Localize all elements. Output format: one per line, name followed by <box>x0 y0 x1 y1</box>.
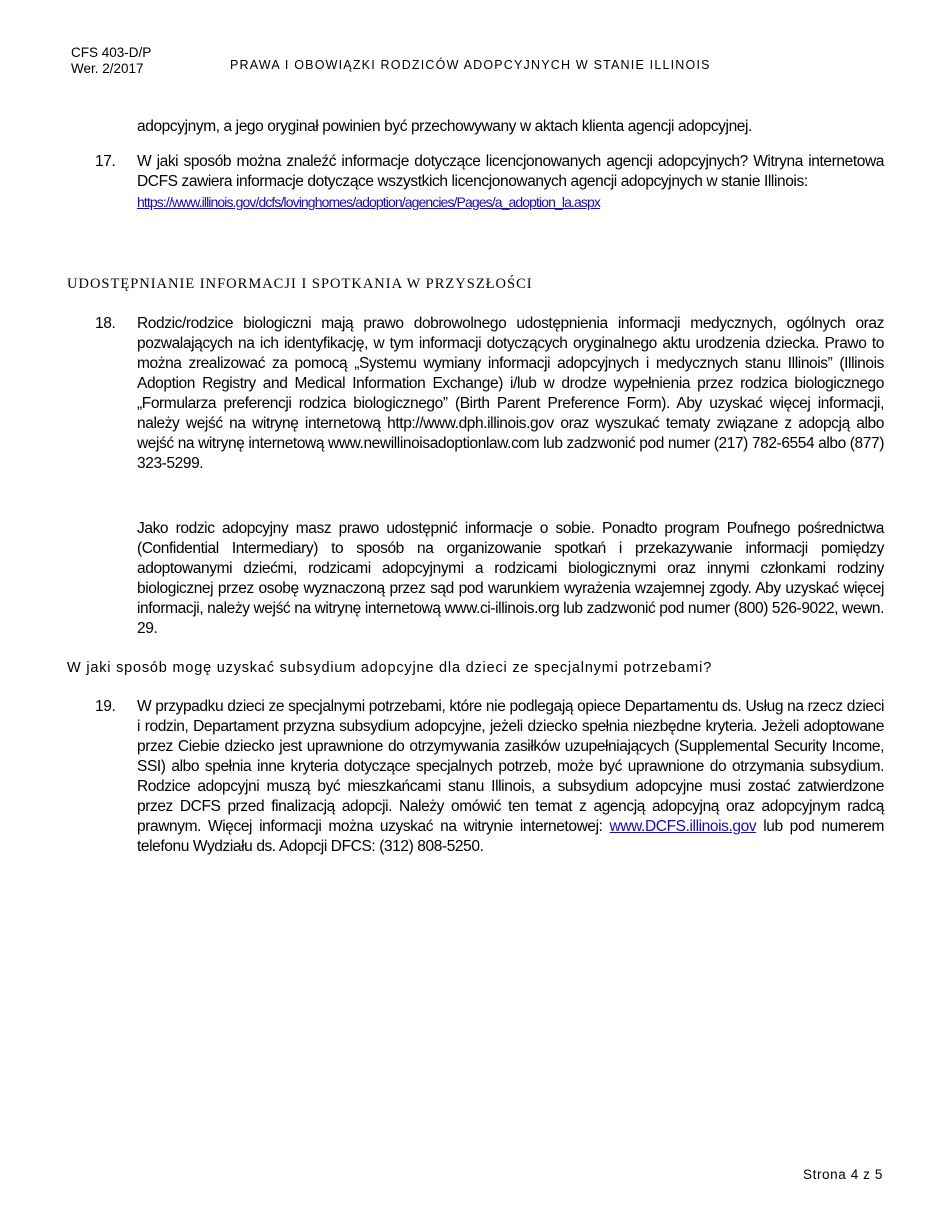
agencies-link[interactable]: https://www.illinois.gov/dcfs/lovinghomes/adoption/agencies/Pages/a_adoption_la.aspx <box>137 194 600 210</box>
form-id-block <box>71 45 151 77</box>
item-number: 18. <box>95 315 116 332</box>
list-item-17 <box>95 152 884 213</box>
list-item-18 <box>95 314 884 474</box>
section-heading-information-sharing: UDOSTĘPNIANIE INFORMACJI I SPOTKANIA W PRZYSZŁOŚCI <box>67 276 533 292</box>
page-number: Strona 4 z 5 <box>803 1167 883 1182</box>
item-number: 17. <box>95 153 116 170</box>
item-text-after-link: lub pod numerem telefonu Wydziału ds. Adopcji DFCS: (312) 808-5250. <box>137 818 884 855</box>
continuation-paragraph: adopcyjnym, a jego oryginał powinien być przechowywany w aktach klienta agencji adopcyjnej. <box>137 118 752 135</box>
item-text: W jaki sposób można znaleźć informacje dotyczące licencjonowanych agencji adopcyjnych? Witryna internetowa DCFS zawiera informacje dotyczące wszystkich licencjonowanych agencji adopcyjnych w stanie Illinois: <box>137 153 884 190</box>
form-revision: Wer. 2/2017 <box>71 61 144 76</box>
page-title: PRAWA I OBOWIĄZKI RODZICÓW ADOPCYJNYCH W STANIE ILLINOIS <box>230 58 711 72</box>
list-item-19 <box>95 697 884 857</box>
item-text: W przypadku dzieci ze specjalnymi potrzebami, które nie podlegają opiece Departamentu ds. Usług na rzecz dzieci i rodzin, Departament przyzna subsydium adopcyjne, jeżeli dziecko spełnia niezbędne kryteria. Jeżeli adoptowane przez Ciebie dziecko jest uprawnione do otrzymywania zasiłków uzupełniających (Supplemental Security Income, SSI) albo spełnia inne kryteria dotyczące specjalnych potrzeb, może być uprawnione do otrzymania subsydium. Rodzice adopcyjni muszą być mieszkańcami stanu Illinois, a subsydium adopcyjne musi zostać zatwierdzone przez DCFS przed finalizacją adopcji. Należy omówić ten temat z agencją adopcyjną oraz adopcyjnym radcą prawnym. Więcej informacji można uzyskać na witrynie internetowej: <box>137 698 884 835</box>
section-heading-subsidy: W jaki sposób mogę uzyskać subsydium adopcyjne dla dzieci ze specjalnymi potrzebami? <box>67 660 713 676</box>
item-18-second-paragraph: Jako rodzic adopcyjny masz prawo udostępnić informacje o sobie. Ponadto program Poufnego pośrednictwa (Confidential Intermediary) to sposób na organizowanie spotkań i przekazywanie informacji pomiędzy adoptowanymi dziećmi, rodzicami adopcyjnymi a rodzicami biologicznymi oraz innymi członkami rodziny biologicznej przez osobę wyznaczoną przez sąd pod warunkiem wyrażenia wzajemnej zgody. Aby uzyskać więcej informacji, należy wejść na witrynę internetową www.ci-illinois.org lub zadzwonić pod numer (800) 526-9022, wewn. 29. <box>137 520 884 637</box>
dcfs-link[interactable]: www.DCFS.illinois.gov <box>609 818 757 835</box>
form-number: CFS 403-D/P <box>71 45 152 60</box>
item-text: Rodzic/rodzice biologiczni mają prawo dobrowolnego udostępnienia informacji medycznych, ogólnych oraz pozwalających na ich identyfikację, w tym informacji dotyczących oryginalnego aktu urodzenia dziecka. Prawo to można zrealizować za pomocą „Systemu wymiany informacji adopcyjnych i medycznych stanu Illinois” (Illinois Adoption Registry and Medical Information Exchange) i/lub w drodze wypełnienia przez rodzica biologicznego „Formularza preferencji rodzica biologicznego” (Birth Parent Preference Form). Aby uzyskać więcej informacji, należy wejść na witrynę internetową http://www.dph.illinois.gov oraz wyszukać tematy związane z adopcją albo wejść na witrynę internetową www.newillinoisadoptionlaw.com lub zadzwonić pod numer (217) 782-6554 albo (877) 323-5299. <box>137 315 884 472</box>
item-number: 19. <box>95 698 116 715</box>
